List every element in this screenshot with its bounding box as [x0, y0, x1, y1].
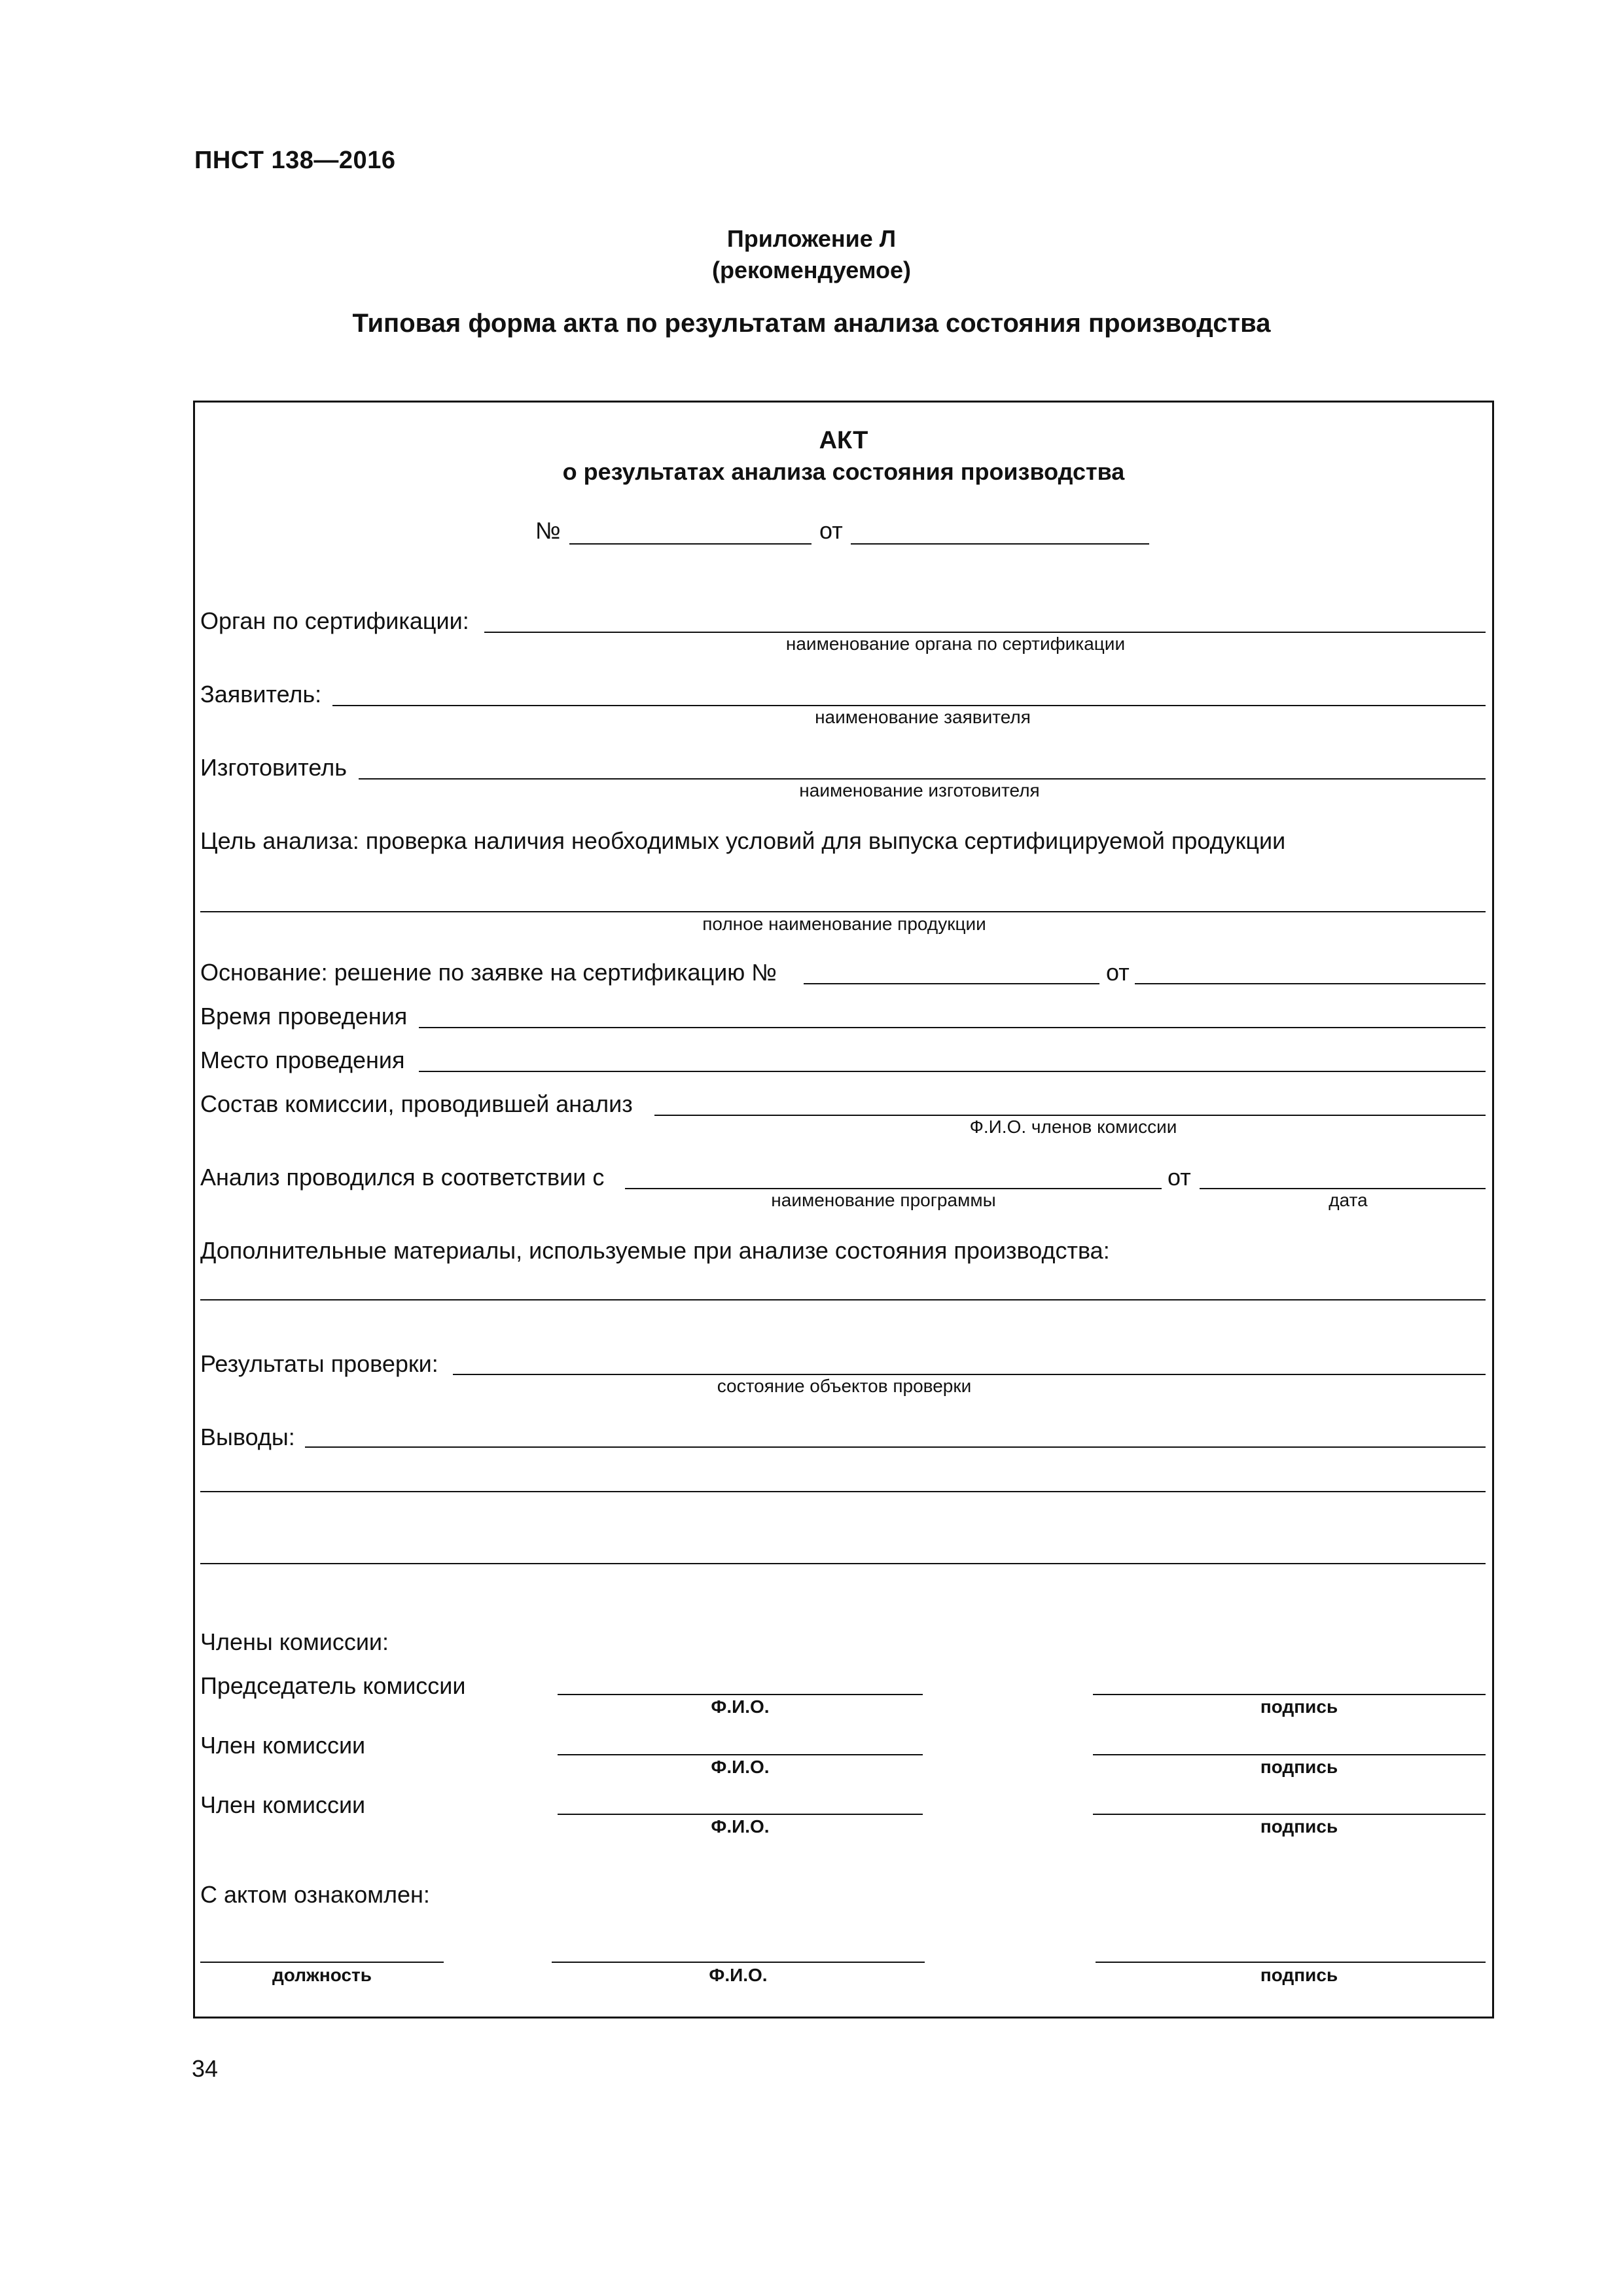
acquainted-fio-field[interactable] — [552, 1962, 925, 1963]
chairman-fio-field[interactable] — [558, 1694, 923, 1695]
applicant-field[interactable] — [332, 705, 1486, 706]
chairman-signature-hint: подпись — [1260, 1696, 1338, 1717]
member2-fio-hint: Ф.И.О. — [711, 1816, 770, 1837]
appendix-title: Приложение Л — [726, 225, 897, 252]
appendix-status: (рекомендуемое) — [712, 257, 911, 283]
member2-fio-field[interactable] — [558, 1814, 923, 1815]
member1-fio-hint: Ф.И.О. — [711, 1757, 770, 1777]
member2-label: Член комиссии — [200, 1791, 366, 1818]
member1-label: Член комиссии — [200, 1732, 366, 1759]
product-hint: полное наименование продукции — [702, 914, 986, 934]
acquainted-fio-hint: Ф.И.О. — [709, 1965, 768, 1985]
member1-fio-field[interactable] — [558, 1754, 923, 1755]
form-title: Типовая форма акта по результатам анализа состояния производства — [352, 309, 1271, 338]
basis-label: Основание: решение по заявке на сертификацию № — [200, 959, 777, 986]
program-date-field[interactable] — [1200, 1188, 1486, 1189]
results-label: Результаты проверки: — [200, 1350, 438, 1377]
materials-field[interactable] — [200, 1299, 1486, 1300]
results-field[interactable] — [453, 1374, 1486, 1375]
acquainted-signature-hint: подпись — [1260, 1965, 1338, 1985]
manufacturer-label: Изготовитель — [200, 754, 347, 781]
time-label: Время проведения — [200, 1003, 408, 1030]
member1-signature-field[interactable] — [1093, 1754, 1486, 1755]
conclusions-label: Выводы: — [200, 1424, 295, 1450]
conclusions-field-2[interactable] — [200, 1491, 1486, 1492]
basis-date-field[interactable] — [1135, 983, 1486, 984]
acquainted-signature-field[interactable] — [1096, 1962, 1486, 1963]
commission-hint: Ф.И.О. членов комиссии — [969, 1117, 1177, 1137]
act-number-sign: № — [535, 517, 561, 544]
act-title: АКТ — [819, 427, 868, 454]
position-hint: должность — [272, 1965, 372, 1985]
chairman-fio-hint: Ф.И.О. — [711, 1696, 770, 1717]
commission-field[interactable] — [654, 1115, 1486, 1116]
product-name-field[interactable] — [200, 911, 1486, 912]
acquainted-position-field[interactable] — [200, 1962, 444, 1963]
member2-signature-hint: подпись — [1260, 1816, 1338, 1837]
members-label: Члены комиссии: — [200, 1628, 389, 1655]
member1-signature-hint: подпись — [1260, 1757, 1338, 1777]
acquainted-label: С актом ознакомлен: — [200, 1881, 430, 1908]
commission-label: Состав комиссии, проводившей анализ — [200, 1090, 633, 1117]
place-field[interactable] — [419, 1071, 1486, 1072]
cert-body-label: Орган по сертификации: — [200, 607, 469, 634]
application-number-field[interactable] — [804, 983, 1099, 984]
cert-body-hint: наименование органа по сертификации — [785, 634, 1126, 654]
place-label: Место проведения — [200, 1047, 405, 1073]
purpose-text: Цель анализа: проверка наличия необходимых условий для выпуска сертифицируемой продукции — [200, 827, 1286, 854]
applicant-hint: наименование заявителя — [815, 707, 1031, 727]
applicant-label: Заявитель: — [200, 681, 322, 708]
page-number: 34 — [192, 2055, 219, 2082]
program-name-field[interactable] — [625, 1188, 1162, 1189]
chairman-label: Председатель комиссии — [200, 1672, 466, 1699]
analysis-label: Анализ проводился в соответствии с — [200, 1164, 605, 1191]
manufacturer-field[interactable] — [359, 778, 1486, 780]
basis-from-label: от — [1106, 959, 1130, 986]
act-subtitle: о результатах анализа состояния производства — [562, 458, 1125, 485]
act-date-from-label: от — [819, 517, 843, 544]
act-date-field[interactable] — [851, 543, 1149, 545]
conclusions-field-1[interactable] — [305, 1446, 1486, 1448]
document-code: ПНСТ 138—2016 — [194, 147, 396, 174]
time-field[interactable] — [419, 1027, 1486, 1028]
cert-body-field[interactable] — [484, 632, 1486, 633]
analysis-from-label: от — [1168, 1164, 1191, 1191]
results-hint: состояние объектов проверки — [717, 1376, 972, 1396]
date-hint: дата — [1329, 1190, 1368, 1210]
chairman-signature-field[interactable] — [1093, 1694, 1486, 1695]
conclusions-field-3[interactable] — [200, 1563, 1486, 1564]
manufacturer-hint: наименование изготовителя — [799, 780, 1040, 800]
materials-label: Дополнительные материалы, используемые при анализе состояния производства: — [200, 1237, 1110, 1264]
act-number-field[interactable] — [569, 543, 812, 545]
program-hint: наименование программы — [771, 1190, 996, 1210]
member2-signature-field[interactable] — [1093, 1814, 1486, 1815]
